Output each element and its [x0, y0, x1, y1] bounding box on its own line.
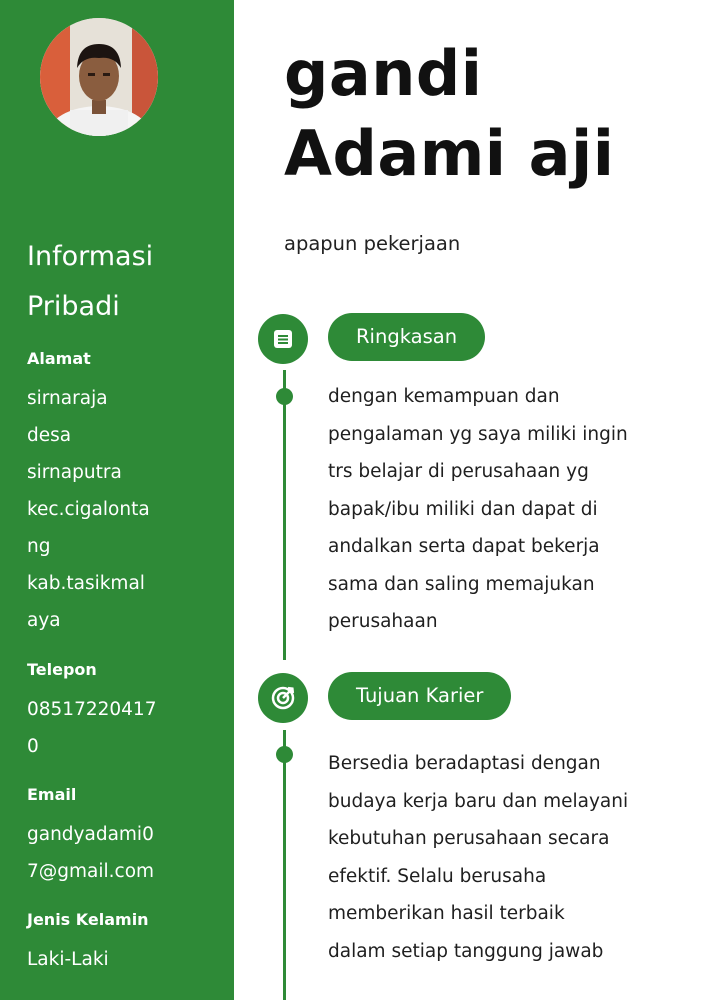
career-text: Bersedia beradaptasi dengan budaya kerja baru dan melayani kebutuhan perusahaan secara efektif. Selalu berusaha memberikan hasil terbaik dalam setiap tanggung jawab — [328, 753, 629, 962]
personal-info-heading: Informasi Pribadi — [27, 241, 154, 322]
phone-value: 08517220417 0 — [27, 699, 157, 757]
email-label: Email — [27, 785, 77, 804]
section-icon-summary — [258, 314, 308, 364]
timeline-line-career — [283, 730, 286, 1000]
section-icon-career — [258, 673, 308, 723]
email-field — [27, 784, 227, 890]
sidebar — [0, 0, 234, 1000]
section-title-career: Tujuan Karier — [328, 672, 511, 720]
profile-photo — [40, 18, 158, 136]
document-icon — [271, 327, 295, 351]
summary-text: dengan kemampuan dan pengalaman yg saya miliki ingin trs belajar di perusahaan yg bapak/ibu miliki dan dapat di andalkan serta dapat bekerja sama dan saling memajukan perusahaan — [328, 386, 628, 632]
address-label: Alamat — [27, 349, 91, 368]
full-name: gandi Adami aji — [284, 37, 615, 190]
avatar — [40, 18, 158, 136]
timeline-dot-career — [276, 746, 293, 763]
timeline-dot-summary — [276, 388, 293, 405]
gender-value: Laki-Laki — [27, 949, 109, 970]
address-value: sirnaraja desa sirnaputra kec.cigalonta ng kab.tasikmal aya — [27, 388, 150, 631]
section-title-summary: Ringkasan — [328, 313, 485, 361]
email-value: gandyadami0 7@gmail.com — [27, 824, 155, 882]
gender-field — [27, 909, 227, 978]
timeline-line-summary — [283, 370, 286, 660]
address-field — [27, 348, 227, 639]
gender-label: Jenis Kelamin — [27, 910, 149, 929]
phone-field — [27, 659, 227, 765]
phone-label: Telepon — [27, 660, 97, 679]
target-icon — [270, 685, 296, 711]
job-subtitle: apapun pekerjaan — [284, 232, 461, 255]
